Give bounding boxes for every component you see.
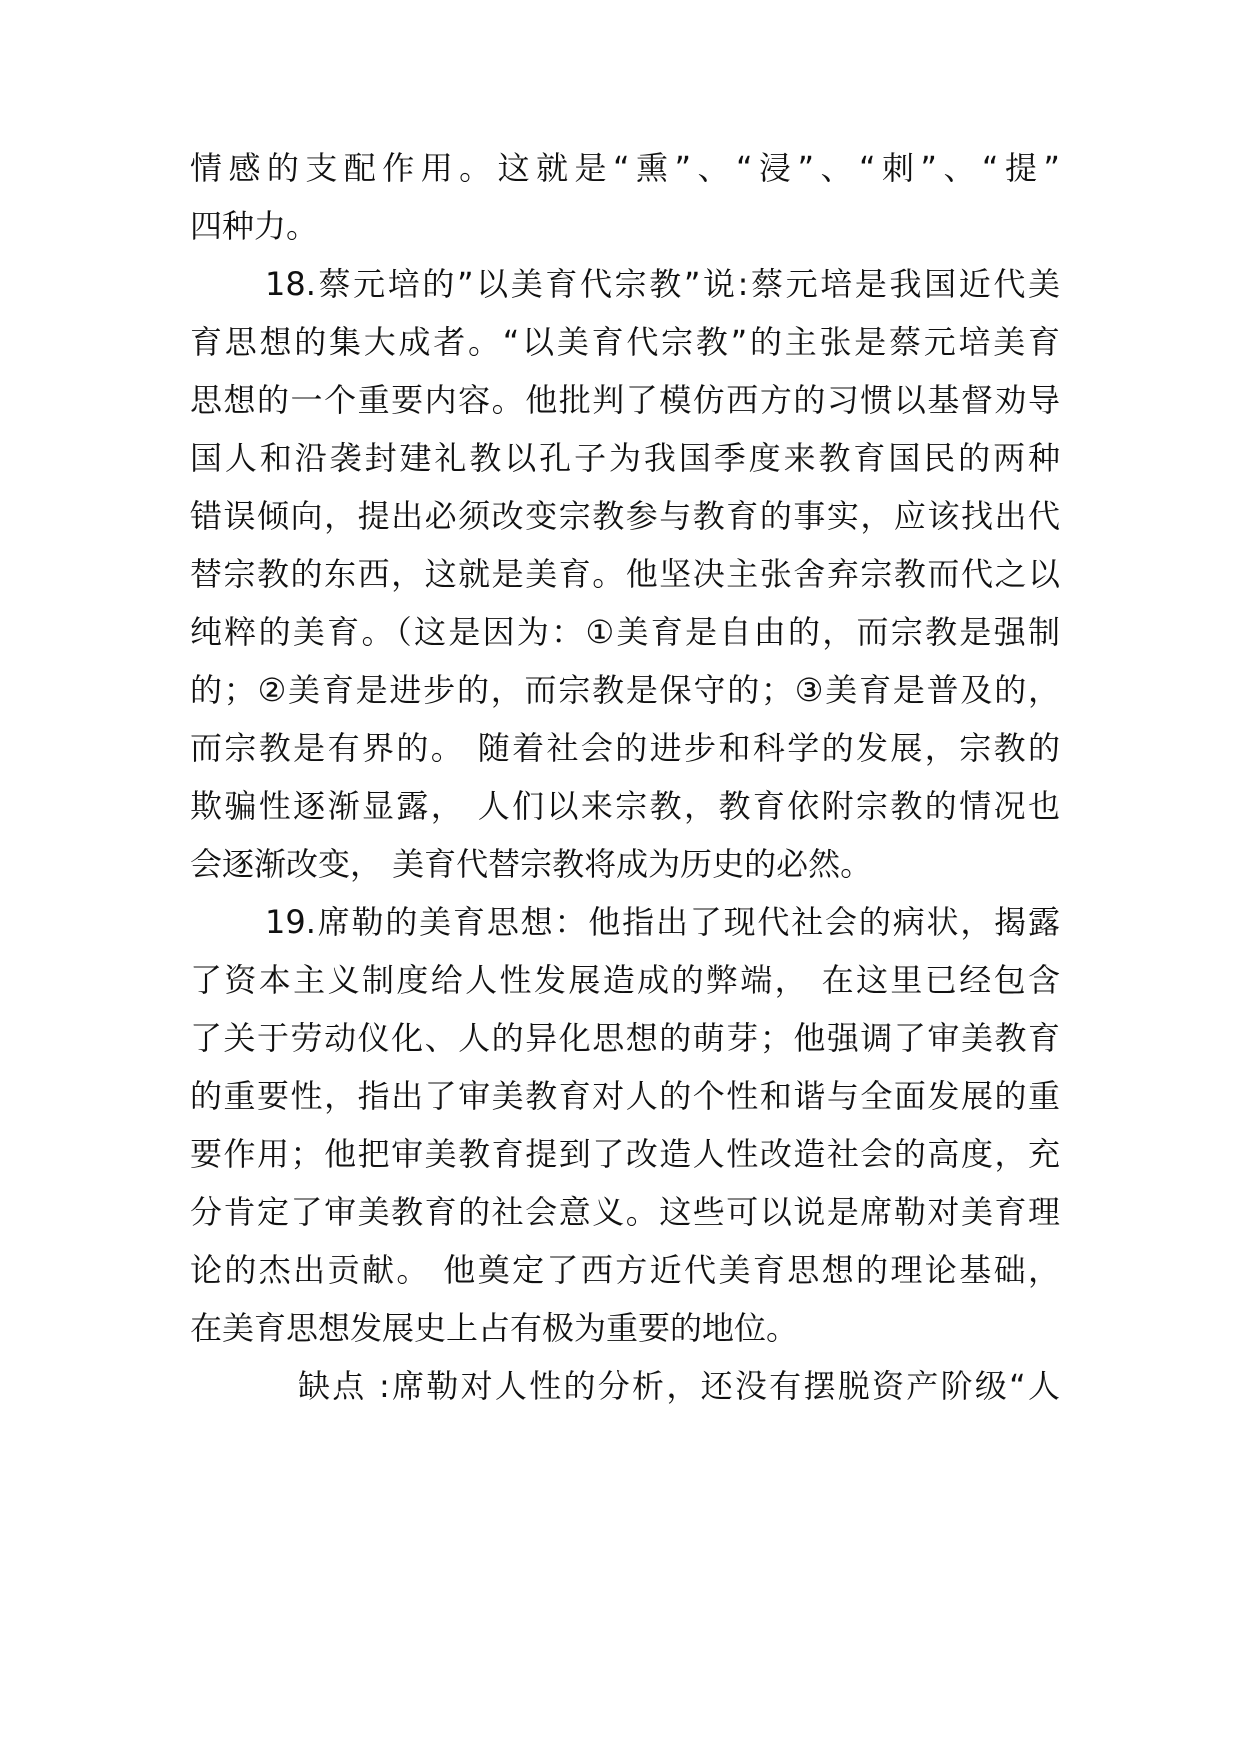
- text-line: 错误倾向，提出必须改变宗教参与教育的事实，应该找出代: [190, 497, 1060, 535]
- text-line: 欺骗性逐渐显露， 人们以来宗教，教育依附宗教的情况也: [190, 787, 1060, 825]
- shortcomings-line: 缺点 :席勒对人性的分析，还没有摆脱资产阶级“人: [298, 1367, 1060, 1405]
- text-line: 国人和沿袭封建礼教以孔子为我国季度来教育国民的两种: [190, 439, 1060, 477]
- text-line: 的重要性，指出了审美教育对人的个性和谐与全面发展的重: [190, 1077, 1060, 1115]
- text-line: 要作用；他把审美教育提到了改造人性改造社会的高度，充: [190, 1135, 1060, 1173]
- text-line: 了资本主义制度给人性发展造成的弊端， 在这里已经包含: [190, 961, 1060, 999]
- text-line: 替宗教的东西，这就是美育。他坚决主张舍弃宗教而代之以: [190, 555, 1060, 593]
- text-line: 论的杰出贡献。 他奠定了西方近代美育思想的理论基础，: [190, 1251, 1060, 1289]
- text-line: 四种力。: [190, 207, 319, 245]
- text-line: 了关于劳动仪化、人的异化思想的萌芽；他强调了审美教育: [190, 1019, 1060, 1057]
- text-line: 情感的支配作用。这就是“熏”、“浸”、“刺”、“提”: [190, 149, 1060, 187]
- text-line: 而宗教是有界的。 随着社会的进步和科学的发展，宗教的: [190, 729, 1060, 767]
- text-line: 在美育思想发展史上占有极为重要的地位。: [190, 1309, 799, 1347]
- text-line: 育思想的集大成者。“以美育代宗教”的主张是蔡元培美育: [190, 323, 1060, 361]
- section-19-heading-line: 19.席勒的美育思想：他指出了现代社会的病状，揭露: [265, 903, 1060, 941]
- text-line: 的；②美育是进步的，而宗教是保守的；③美育是普及的，: [190, 671, 1060, 709]
- text-line: 会逐渐改变， 美育代替宗教将成为历史的必然。: [190, 845, 873, 883]
- text-line: 思想的一个重要内容。他批判了模仿西方的习惯以基督劝导: [190, 381, 1060, 419]
- text-line: 分肯定了审美教育的社会意义。这些可以说是席勒对美育理: [190, 1193, 1060, 1231]
- section-18-heading-line: 18.蔡元培的”以美育代宗教”说:蔡元培是我国近代美: [265, 265, 1060, 303]
- text-line: 纯粹的美育。（这是因为：①美育是自由的，而宗教是强制: [190, 613, 1060, 651]
